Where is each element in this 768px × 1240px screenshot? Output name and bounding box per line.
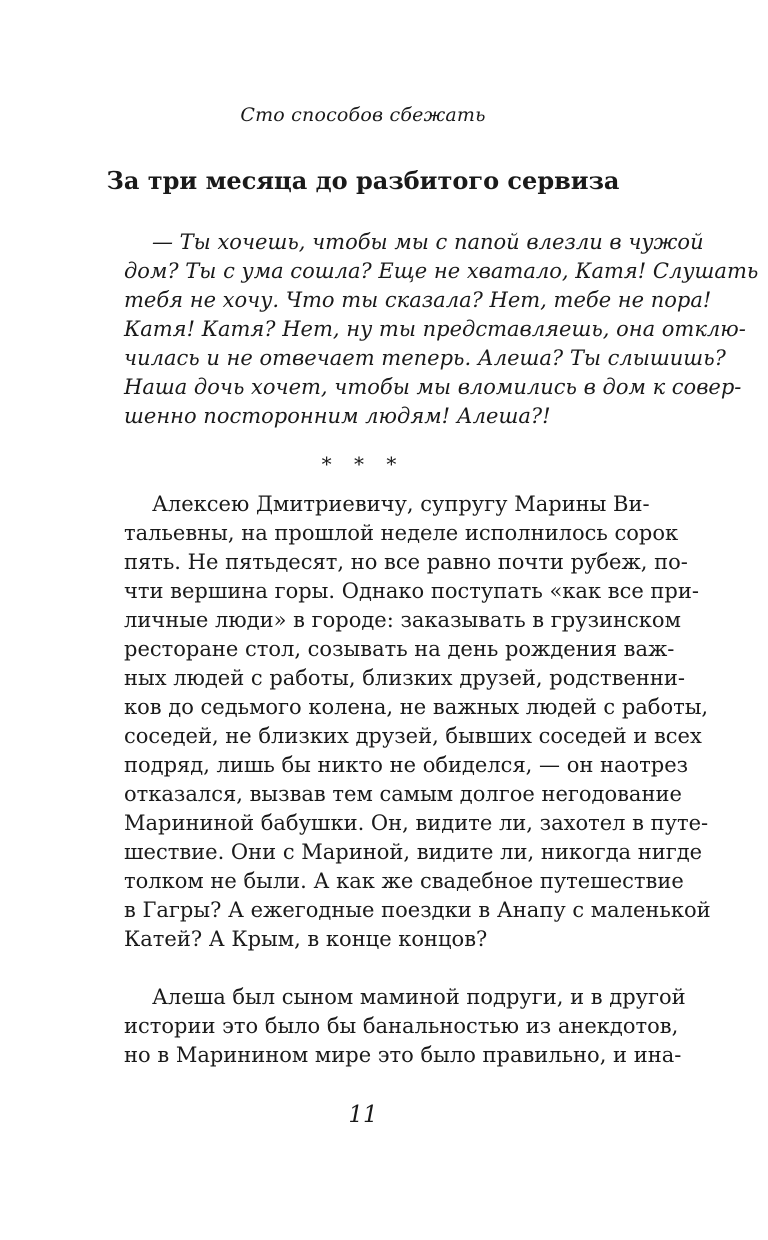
text-line: Марининой бабушки. Он, видите ли, захотел в путе- [124, 811, 709, 835]
text-line: толком не были. А как же свадебное путешествие [124, 869, 684, 893]
text-line: тебя не хочу. Что ты сказала? Нет, тебе не пора! [124, 288, 712, 312]
text-line: тальевны, на прошлой неделе исполнилось сорок [124, 521, 679, 545]
text-line: ков до седьмого колена, не важных людей с работы, [124, 695, 709, 719]
body-paragraph-2 [124, 983, 686, 1070]
text-line: но в Маринином мире это было правильно, и ина- [124, 1043, 682, 1067]
text-line: Алеша был сыном маминой подруги, и в другой [152, 985, 686, 1009]
text-line: Катей? А Крым, в конце концов? [124, 927, 488, 951]
chapter-title: За три месяца до разбитого сервиза [106, 166, 620, 195]
text-line: ных людей с работы, близких друзей, родственни- [124, 666, 686, 690]
body-paragraph-1 [124, 490, 711, 954]
text-line: подряд, лишь бы никто не обиделся, — он наотрез [124, 753, 689, 777]
text-line: — Ты хочешь, чтобы мы с папой влезли в чужой [152, 230, 704, 254]
text-line: Катя! Катя? Нет, ну ты представляешь, она отклю- [124, 317, 746, 341]
text-line: истории это было бы банальностью из анекдотов, [124, 1014, 679, 1038]
text-line: Наша дочь хочет, чтобы мы вломились в дом к совер- [124, 375, 742, 399]
text-line: соседей, не близких друзей, бывших соседей и всех [124, 724, 702, 748]
text-line: шенно посторонним людям! Алеша?! [124, 404, 551, 428]
text-line: в Гагры? А ежегодные поездки в Анапу с маленькой [124, 898, 711, 922]
running-head: Сто способов сбежать [240, 104, 486, 126]
text-line: отказался, вызвав тем самым долгое негодование [124, 782, 682, 806]
text-line: шествие. Они с Мариной, видите ли, никогда нигде [124, 840, 703, 864]
dialogue-paragraph [124, 228, 759, 431]
text-line: дом? Ты с ума сошла? Еще не хватало, Катя! Слушать [124, 259, 759, 283]
text-line: пять. Не пятьдесят, но все равно почти рубеж, по- [124, 550, 688, 574]
text-line: Алексею Дмитриевичу, супругу Марины Ви- [152, 492, 650, 516]
text-line: чти вершина горы. Однако поступать «как все при- [124, 579, 699, 603]
section-separator: * * * [321, 452, 405, 476]
text-line: личные люди» в городе: заказывать в грузинском [124, 608, 681, 632]
text-line: чилась и не отвечает теперь. Алеша? Ты слышишь? [124, 346, 726, 370]
text-line: ресторане стол, созывать на день рождения важ- [124, 637, 675, 661]
page-number: 11 [348, 1102, 378, 1128]
